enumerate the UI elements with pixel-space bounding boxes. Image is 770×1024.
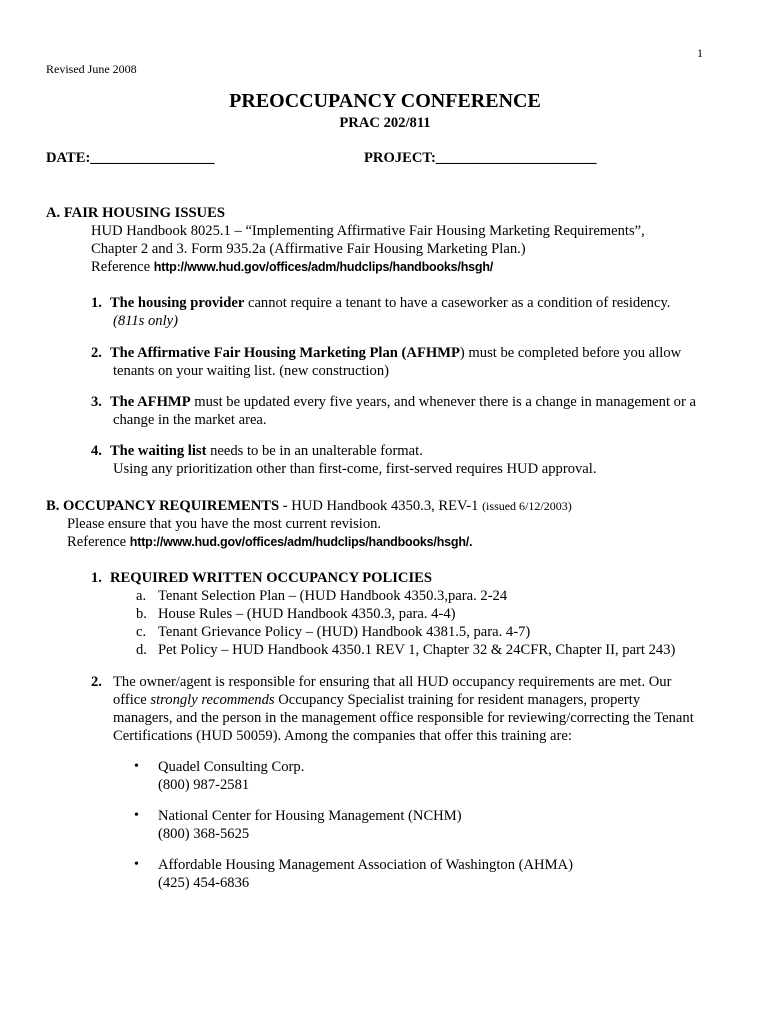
paragraph-line: managers, and the person in the management office responsible for reviewing/correcting the Tenant bbox=[113, 710, 694, 726]
reference-label: Reference bbox=[91, 259, 154, 275]
section-b-handbook: HUD Handbook 4350.3, REV-1 bbox=[291, 498, 483, 514]
company-phone: (800) 368-5625 bbox=[158, 826, 250, 842]
reference-label: Reference bbox=[67, 534, 130, 550]
company-name: Quadel Consulting Corp. bbox=[158, 759, 305, 775]
page-subtitle: PRAC 202/811 bbox=[339, 115, 431, 131]
company-phone: (425) 454-6836 bbox=[158, 875, 250, 891]
item-text: needs to be in an unalterable format. bbox=[206, 443, 423, 459]
policies-heading bbox=[91, 569, 432, 587]
item-text: cannot require a tenant to have a caseworker as a condition of residency. bbox=[244, 295, 671, 311]
company-name: Affordable Housing Management Association of Washington (AHMA) bbox=[158, 857, 573, 873]
section-a-heading: A. FAIR HOUSING ISSUES bbox=[46, 205, 225, 221]
list-item bbox=[91, 294, 670, 312]
section-a-reference bbox=[91, 258, 493, 276]
sub-item-letter: c. bbox=[136, 624, 147, 640]
section-b-issued: (issued 6/12/2003) bbox=[482, 499, 572, 513]
item-continuation: Using any prioritization other than first-come, first-served requires HUD approval. bbox=[113, 461, 597, 477]
emphasis: strongly recommends bbox=[150, 692, 275, 708]
item-heading: REQUIRED WRITTEN OCCUPANCY POLICIES bbox=[109, 570, 433, 586]
sub-item-text: Tenant Grievance Policy – (HUD) Handbook 4381.5, para. 4-7) bbox=[158, 624, 531, 640]
paragraph-line: Certifications (HUD 50059). Among the companies that offer this training are: bbox=[113, 728, 572, 744]
section-b-heading bbox=[46, 497, 572, 515]
sub-item-letter: b. bbox=[136, 606, 147, 622]
item-number: 4. bbox=[91, 443, 102, 459]
section-b-reference bbox=[67, 533, 472, 551]
item-number: 1. bbox=[91, 295, 102, 311]
item-text: ) must be completed before you allow bbox=[459, 345, 682, 361]
list-item bbox=[91, 393, 696, 411]
text-run: office bbox=[113, 692, 151, 708]
item-number: 2. bbox=[91, 674, 102, 690]
text-run: Occupancy Specialist training for resident managers, property bbox=[274, 692, 641, 708]
item-lead: The Affirmative Fair Housing Marketing Plan (AFHMP bbox=[109, 345, 460, 361]
item-number: 3. bbox=[91, 394, 102, 410]
reference-link[interactable]: http://www.hud.gov/offices/adm/hudclips/handbooks/hsgh/ bbox=[153, 260, 494, 274]
section-a-line: Chapter 2 and 3. Form 935.2a (Affirmative Fair Housing Marketing Plan.) bbox=[91, 241, 526, 257]
company-phone: (800) 987-2581 bbox=[158, 777, 250, 793]
page-number: 1 bbox=[697, 46, 703, 60]
item-continuation: change in the market area. bbox=[113, 412, 267, 428]
bullet-icon: • bbox=[134, 759, 139, 774]
company-name: National Center for Housing Management (NCHM) bbox=[158, 808, 462, 824]
item-continuation: (811s only) bbox=[113, 313, 178, 329]
section-b-title: B. OCCUPANCY REQUIREMENTS - bbox=[46, 498, 292, 514]
bullet-icon: • bbox=[134, 857, 139, 872]
item-continuation: tenants on your waiting list. (new construction) bbox=[113, 363, 390, 379]
paragraph-line bbox=[113, 691, 640, 709]
item-text: must be updated every five years, and whenever there is a change in management or a bbox=[190, 394, 696, 410]
item-lead: The waiting list bbox=[109, 443, 207, 459]
page-title: PREOCCUPANCY CONFERENCE bbox=[229, 90, 541, 112]
project-field: PROJECT:______________________ bbox=[364, 150, 597, 166]
item-lead: The AFHMP bbox=[109, 394, 191, 410]
item-number: 1. bbox=[91, 570, 102, 586]
list-item bbox=[91, 344, 681, 362]
item-lead: The housing provider bbox=[109, 295, 245, 311]
sub-item-text: Pet Policy – HUD Handbook 4350.1 REV 1, Chapter 32 & 24CFR, Chapter II, part 243) bbox=[158, 642, 676, 658]
sub-item-letter: a. bbox=[136, 588, 147, 604]
list-item bbox=[91, 442, 423, 460]
date-field: DATE:_________________ bbox=[46, 150, 215, 166]
sub-item-text: House Rules – (HUD Handbook 4350.3, para. 4-4) bbox=[158, 606, 456, 622]
section-b-line: Please ensure that you have the most current revision. bbox=[67, 516, 382, 532]
paragraph-line: The owner/agent is responsible for ensuring that all HUD occupancy requirements are met. Our bbox=[113, 674, 672, 690]
sub-item-letter: d. bbox=[136, 642, 147, 658]
reference-link[interactable]: http://www.hud.gov/offices/adm/hudclips/handbooks/hsgh/. bbox=[129, 535, 473, 549]
revised-date: Revised June 2008 bbox=[46, 62, 137, 76]
section-a-line: HUD Handbook 8025.1 – “Implementing Affirmative Fair Housing Marketing Requirements”, bbox=[91, 223, 645, 239]
bullet-icon: • bbox=[134, 808, 139, 823]
item-number: 2. bbox=[91, 345, 102, 361]
sub-item-text: Tenant Selection Plan – (HUD Handbook 4350.3,para. 2-24 bbox=[158, 588, 508, 604]
